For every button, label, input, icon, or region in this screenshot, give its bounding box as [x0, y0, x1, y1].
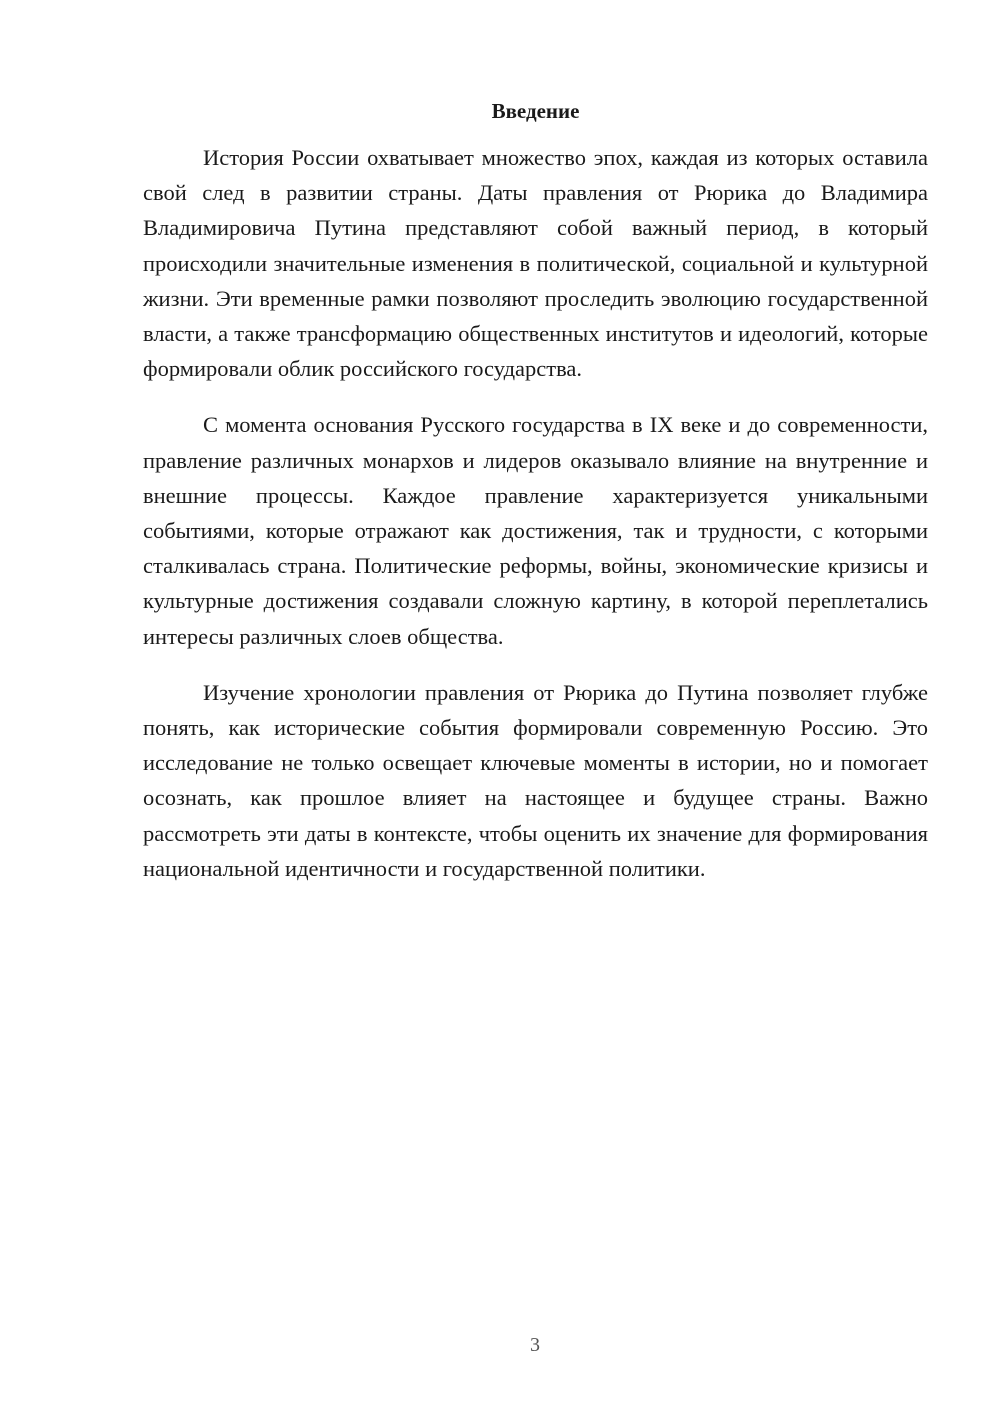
page-content [143, 96, 928, 907]
paragraph-3: Изучение хронологии правления от Рюрика до Путина позволяет глубже понять, как исторические события формировали современную Россию. Это исследование не только освещает ключевые моменты в истории, но и помогает осознать, как прошлое влияет на настоящее и будущее страны. Важно рассмотреть эти даты в контексте, чтобы оценить их значение для формирования национальной идентичности и государственной политики. [143, 679, 928, 881]
page-number: 3 [530, 1334, 540, 1356]
paragraph-1: История России охватывает множество эпох, каждая из которых оставила свой след в развитии страны. Даты правления от Рюрика до Владимира Владимировича Путина представляют собой важный период, в который происходили значительные изменения в политической, социальной и культурной жизни. Эти временные рамки позволяют проследить эволюцию государственной власти, а также трансформацию общественных институтов и идеологий, которые формировали облик российского государства. [143, 145, 928, 382]
page-title: Введение [491, 99, 580, 123]
paragraph-2: С момента основания Русского государства в IX веке и до современности, правление различных монархов и лидеров оказывало влияние на внутренние и внешние процессы. Каждое правление характеризуется уникальными событиями, которые отражают как достижения, так и трудности, с которыми сталкивалась страна. Политические реформы, войны, экономические кризисы и культурные достижения создавали сложную картину, в которой переплетались интересы различных слоев общества. [143, 412, 928, 649]
